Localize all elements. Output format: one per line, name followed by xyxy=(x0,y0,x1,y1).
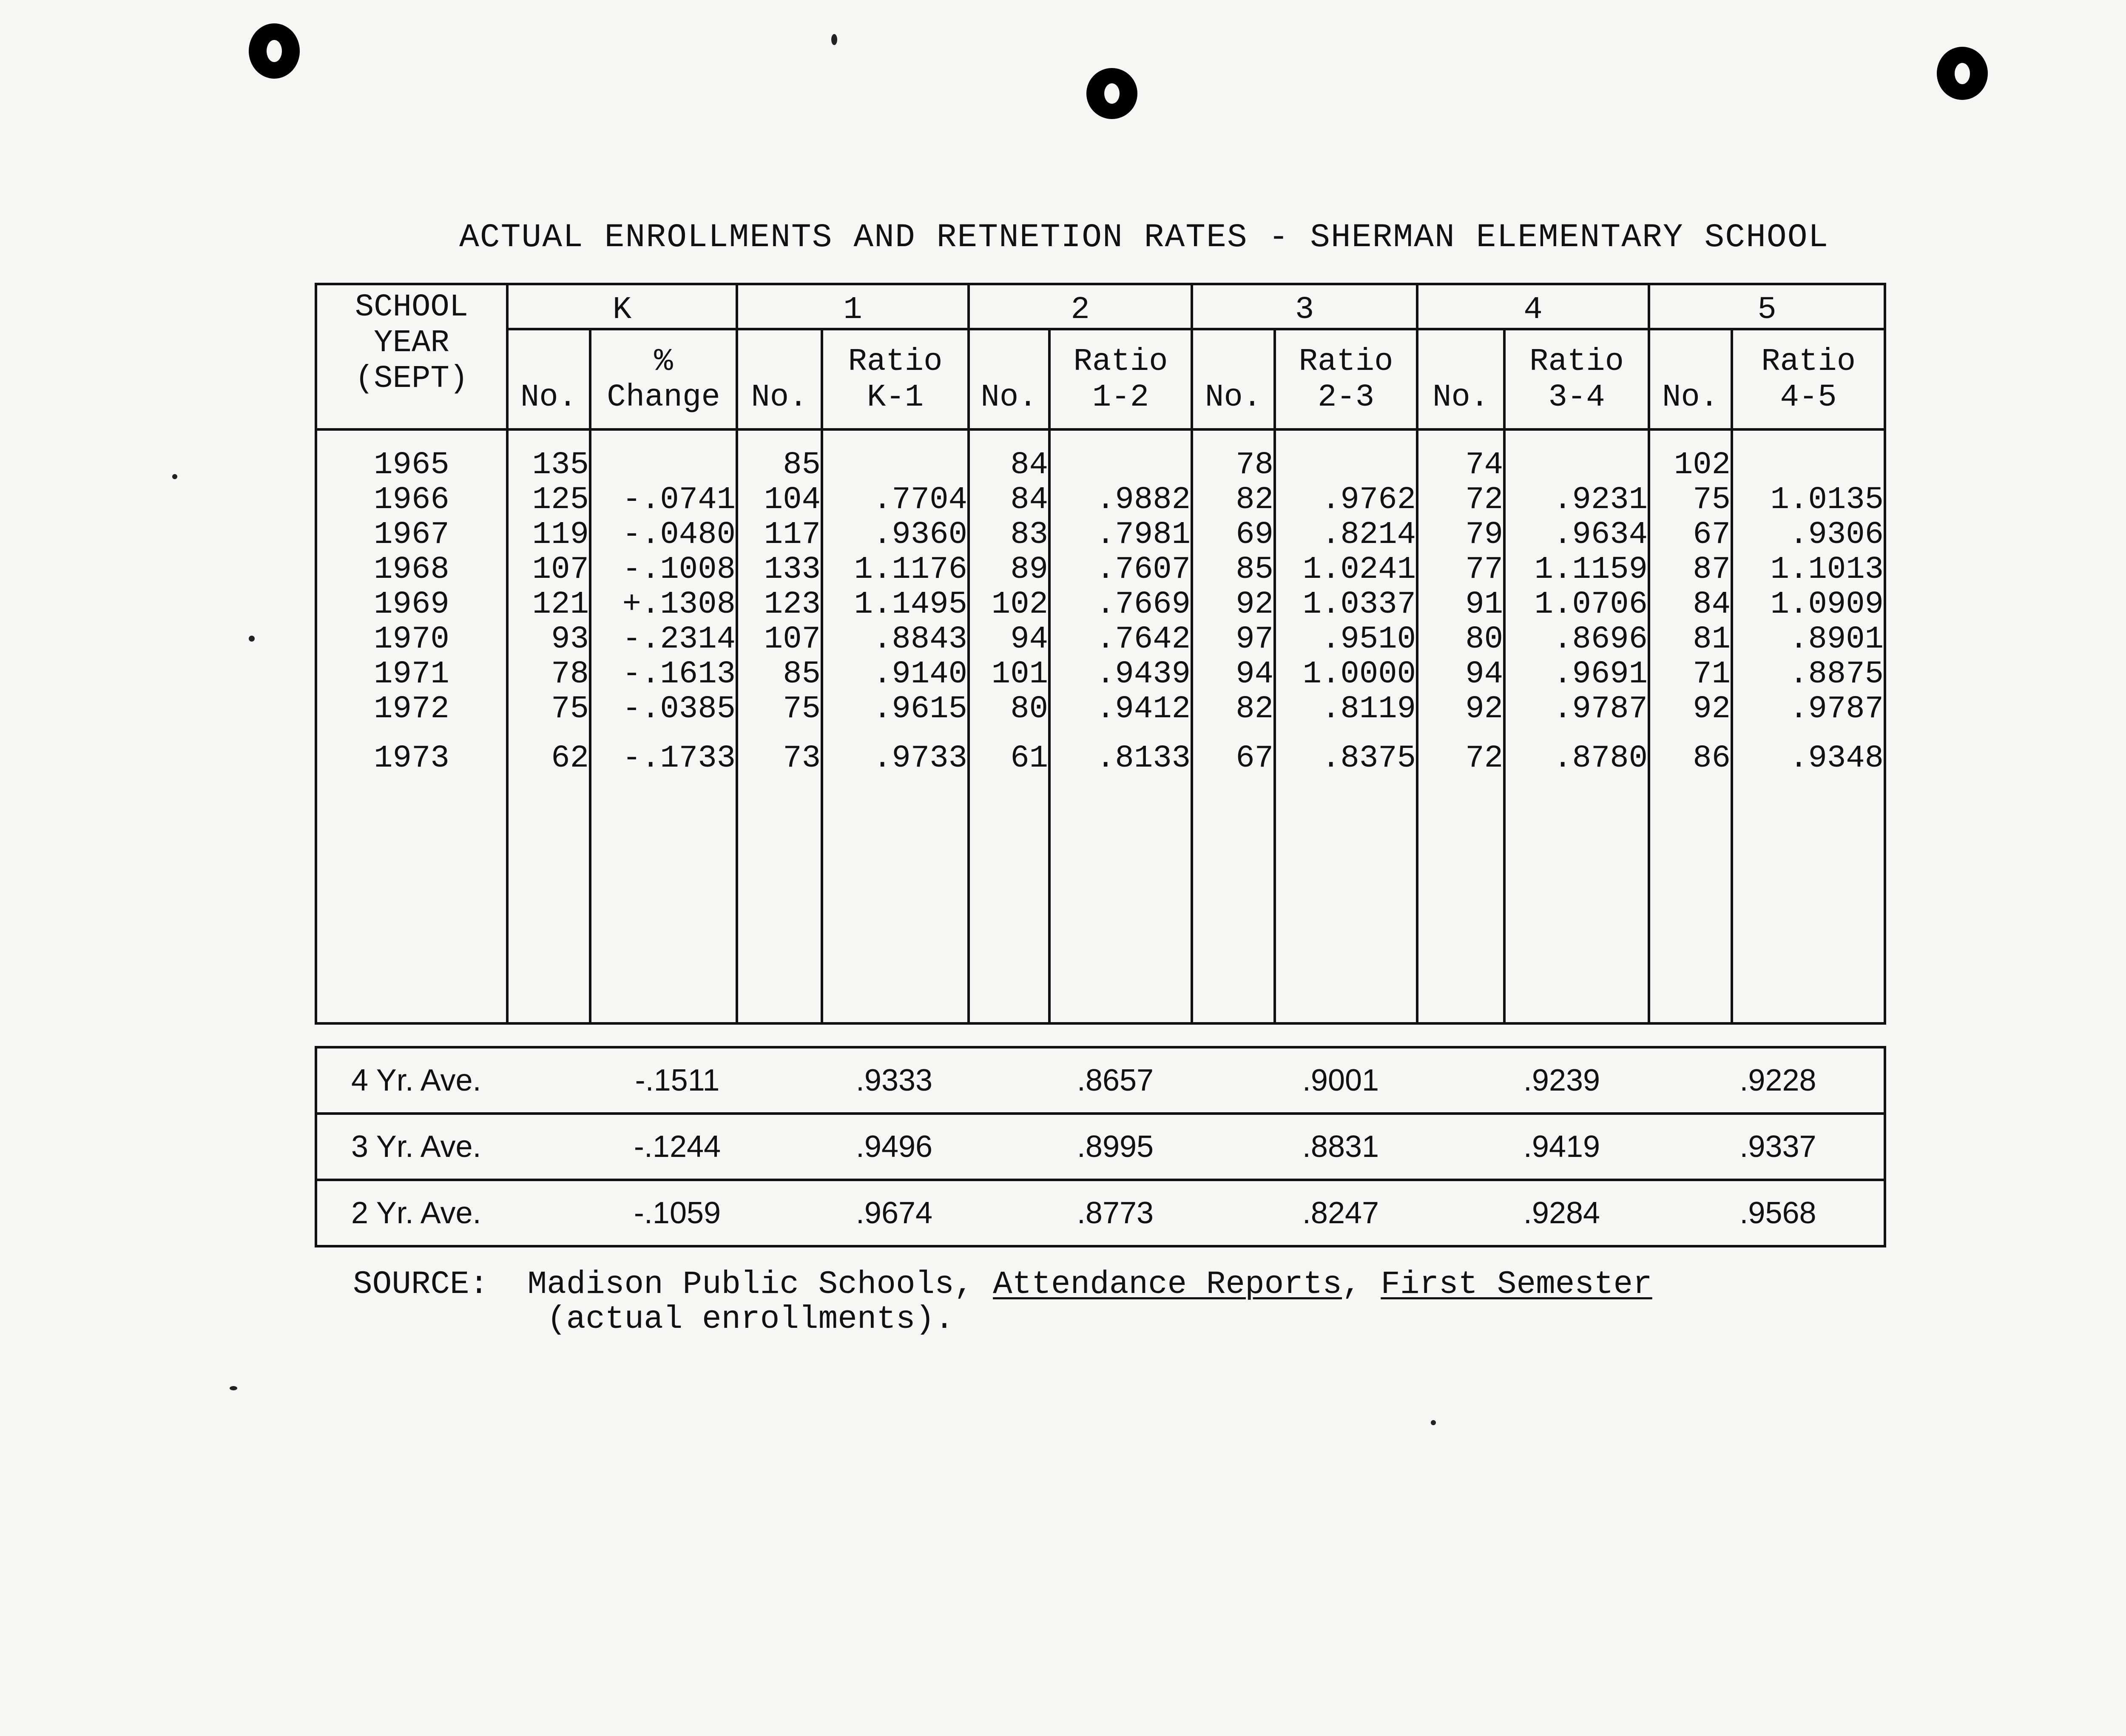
average-value: -.1059 xyxy=(567,1180,788,1246)
table-cell: 85 xyxy=(783,656,821,692)
source-publisher: Madison Public Schools, xyxy=(527,1266,974,1303)
year-cell: 1965 xyxy=(374,447,449,483)
average-value: -.1244 xyxy=(567,1114,788,1180)
table-cell: 75 xyxy=(551,691,589,727)
average-value: .9568 xyxy=(1672,1180,1885,1246)
table-cell: 1.0000 xyxy=(1302,656,1416,692)
table-cell: .9882 xyxy=(1096,482,1191,518)
average-value: .9337 xyxy=(1672,1114,1885,1180)
year-cell: 1968 xyxy=(374,552,449,588)
table-cell: .8875 xyxy=(1789,656,1884,692)
table-cell: 94 xyxy=(1236,656,1274,692)
average-value: .8831 xyxy=(1230,1114,1451,1180)
table-cell: .8901 xyxy=(1789,622,1884,657)
average-value: .9284 xyxy=(1451,1180,1672,1246)
table-cell: 85 xyxy=(783,447,821,483)
table-cell: .7981 xyxy=(1096,517,1191,553)
table-cell: -.1733 xyxy=(622,741,736,776)
g5-no-header: No. xyxy=(1649,329,1732,429)
table-cell: 82 xyxy=(1236,691,1274,727)
table-cell: .7607 xyxy=(1096,552,1191,588)
average-row xyxy=(316,1180,1885,1246)
average-row xyxy=(316,1114,1885,1180)
average-label: 3 Yr. Ave. xyxy=(316,1114,567,1180)
average-value: .8657 xyxy=(1077,1063,1154,1097)
average-row xyxy=(316,1047,1885,1114)
table-cell: 104 xyxy=(764,482,821,518)
speck xyxy=(249,636,255,642)
speck xyxy=(230,1386,237,1390)
table-cell xyxy=(1051,448,1191,483)
data-column xyxy=(1649,429,1732,1023)
table-cell: -.1008 xyxy=(622,552,736,588)
table-cell: 71 xyxy=(1693,656,1731,692)
table-cell: 69 xyxy=(1236,517,1274,553)
table-cell: -.0480 xyxy=(622,517,736,553)
table-cell: .8843 xyxy=(873,622,968,657)
table-cell: .9787 xyxy=(1789,691,1884,727)
data-column xyxy=(969,429,1049,1023)
table-cell: 87 xyxy=(1693,552,1731,588)
table-cell: 123 xyxy=(764,587,821,622)
data-column xyxy=(1192,429,1275,1023)
table-cell: .9439 xyxy=(1096,656,1191,692)
table-cell: 93 xyxy=(551,622,589,657)
table-cell: 119 xyxy=(532,517,589,553)
table-cell: 86 xyxy=(1693,741,1731,776)
table-cell: 77 xyxy=(1465,552,1504,588)
g4-no-header: No. xyxy=(1417,329,1504,429)
table-cell: 101 xyxy=(991,656,1049,692)
data-column xyxy=(822,429,969,1023)
year-cell: 1972 xyxy=(374,691,449,727)
table-cell: .9510 xyxy=(1322,622,1416,657)
table-cell: 89 xyxy=(1010,552,1049,588)
table-cell: .9306 xyxy=(1789,517,1884,553)
year-cell: 1966 xyxy=(374,482,449,518)
ratio-word: Ratio xyxy=(848,344,943,380)
grade-header-4: 4 xyxy=(1417,284,1649,329)
table-cell: 80 xyxy=(1010,691,1049,727)
g3-no-header: No. xyxy=(1192,329,1275,429)
ratio-word: Ratio xyxy=(1299,344,1393,380)
table-cell: .9140 xyxy=(873,656,968,692)
year-cell: 1970 xyxy=(374,622,449,657)
ratio-word: Ratio xyxy=(1073,344,1168,380)
data-column xyxy=(1049,429,1192,1023)
grade-header-3: 3 xyxy=(1192,284,1417,329)
table-cell: 67 xyxy=(1693,517,1731,553)
average-value: .9419 xyxy=(1451,1114,1672,1180)
table-cell: .7704 xyxy=(873,482,968,518)
year-cell: 1967 xyxy=(374,517,449,553)
data-column xyxy=(590,429,737,1023)
table-cell: 84 xyxy=(1693,587,1731,622)
g1-no-header: No. xyxy=(737,329,822,429)
source-report: Attendance Reports xyxy=(993,1266,1342,1303)
table-cell: 85 xyxy=(1236,552,1274,588)
ratio-k1-header xyxy=(822,329,969,429)
table-cell: 82 xyxy=(1236,482,1274,518)
grade-header-1: 1 xyxy=(737,284,969,329)
table-cell: 117 xyxy=(764,517,821,553)
table-cell: .8133 xyxy=(1096,741,1191,776)
table-cell: .8780 xyxy=(1553,741,1648,776)
average-value: .8773 xyxy=(1000,1180,1230,1246)
source-note xyxy=(353,1267,1652,1337)
table-cell: 107 xyxy=(764,622,821,657)
data-column xyxy=(1275,429,1417,1023)
grade-header-5: 5 xyxy=(1649,284,1885,329)
year-column xyxy=(316,429,507,1023)
table-cell: 1.1495 xyxy=(854,587,968,622)
table-cell: 1.0337 xyxy=(1302,587,1416,622)
table-cell: 92 xyxy=(1236,587,1274,622)
table-cell: .9762 xyxy=(1322,482,1416,518)
table-cell: 1.1159 xyxy=(1534,552,1648,588)
data-column xyxy=(737,429,822,1023)
table-cell: 78 xyxy=(1236,447,1274,483)
table-cell: .7669 xyxy=(1096,587,1191,622)
source-comma: , xyxy=(1342,1266,1361,1303)
ratio-range: 2-3 xyxy=(1317,380,1375,415)
table-cell: .9615 xyxy=(873,691,968,727)
speck xyxy=(172,474,177,479)
grade-header-k: K xyxy=(507,284,737,329)
table-cell: 94 xyxy=(1010,622,1049,657)
source-note-text: (actual enrollments). xyxy=(547,1301,954,1338)
table-cell: 72 xyxy=(1465,741,1504,776)
ratio-word: Ratio xyxy=(1761,344,1856,380)
table-cell: +.1308 xyxy=(622,587,736,622)
year-column-header xyxy=(316,284,507,429)
table-cell: 79 xyxy=(1465,517,1504,553)
table-cell: .8375 xyxy=(1322,741,1416,776)
table-cell: 1.0135 xyxy=(1770,482,1884,518)
table-cell xyxy=(1276,448,1416,483)
table-cell: .8696 xyxy=(1553,622,1648,657)
table-cell: 1.0706 xyxy=(1534,587,1648,622)
table-cell: 102 xyxy=(991,587,1049,622)
table-cell: .9412 xyxy=(1096,691,1191,727)
table-cell: 78 xyxy=(551,656,589,692)
year-cell: 1971 xyxy=(374,656,449,692)
table-cell: 75 xyxy=(783,691,821,727)
table-cell: .9231 xyxy=(1553,482,1648,518)
data-column xyxy=(1417,429,1504,1023)
table-cell: 107 xyxy=(532,552,589,588)
table-cell: .9348 xyxy=(1789,741,1884,776)
table-cell: -.1613 xyxy=(622,656,736,692)
source-semester: First Semester xyxy=(1381,1266,1652,1303)
ratio-34-header xyxy=(1504,329,1649,429)
average-value: .9333 xyxy=(856,1063,933,1097)
enrollment-table xyxy=(315,283,1886,1025)
table-cell: 102 xyxy=(1674,447,1731,483)
year-cell: 1969 xyxy=(374,587,449,622)
table-cell: -.2314 xyxy=(622,622,736,657)
year-label-line: SCHOOL xyxy=(355,290,469,325)
table-cell: 67 xyxy=(1236,741,1274,776)
table-cell: -.0385 xyxy=(622,691,736,727)
table-cell: -.0741 xyxy=(622,482,736,518)
speck xyxy=(831,34,837,45)
table-cell: 121 xyxy=(532,587,589,622)
average-label: 4 Yr. Ave. xyxy=(351,1063,481,1097)
g2-no-header: No. xyxy=(969,329,1049,429)
ratio-range: 3-4 xyxy=(1548,380,1605,415)
table-cell: .9691 xyxy=(1553,656,1648,692)
average-value: .8995 xyxy=(1000,1114,1230,1180)
ratio-45-header xyxy=(1732,329,1885,429)
table-cell: 133 xyxy=(764,552,821,588)
average-label: 2 Yr. Ave. xyxy=(316,1180,567,1246)
table-cell xyxy=(1733,448,1884,483)
average-value: .9496 xyxy=(788,1114,1000,1180)
table-cell: 97 xyxy=(1236,622,1274,657)
table-cell: 61 xyxy=(1010,741,1049,776)
table-cell xyxy=(1506,448,1648,483)
year-label-line: YEAR xyxy=(374,325,449,361)
table-cell: 83 xyxy=(1010,517,1049,553)
punch-hole-left xyxy=(249,23,300,79)
ratio-range: K-1 xyxy=(867,380,924,415)
speck xyxy=(1431,1420,1436,1425)
punch-hole-center xyxy=(1086,68,1137,119)
table-cell: 94 xyxy=(1465,656,1504,692)
table-cell: 135 xyxy=(532,447,589,483)
table-cell: .9360 xyxy=(873,517,968,553)
table-cell: .9733 xyxy=(873,741,968,776)
table-cell: 91 xyxy=(1465,587,1504,622)
table-cell: 125 xyxy=(532,482,589,518)
k-no-header: No. xyxy=(507,329,590,429)
data-column xyxy=(1504,429,1649,1023)
table-cell: 1.0241 xyxy=(1302,552,1416,588)
k-change-header xyxy=(590,329,737,429)
table-cell xyxy=(591,448,736,483)
average-value: .9228 xyxy=(1739,1063,1816,1097)
table-cell: 92 xyxy=(1693,691,1731,727)
year-label-line: (SEPT) xyxy=(355,361,469,397)
table-cell: 73 xyxy=(783,741,821,776)
averages-table xyxy=(315,1046,1886,1247)
table-cell: .8214 xyxy=(1322,517,1416,553)
table-cell: 1.1176 xyxy=(854,552,968,588)
table-cell: 81 xyxy=(1693,622,1731,657)
data-column xyxy=(507,429,590,1023)
table-cell: 75 xyxy=(1693,482,1731,518)
table-cell: 80 xyxy=(1465,622,1504,657)
percent-sign: % xyxy=(654,344,673,380)
year-cell: 1973 xyxy=(374,741,449,776)
table-cell: 74 xyxy=(1465,447,1504,483)
table-cell: .7642 xyxy=(1096,622,1191,657)
table-cell: 84 xyxy=(1010,482,1049,518)
punch-hole-right xyxy=(1937,47,1988,100)
source-label: SOURCE: xyxy=(353,1266,489,1303)
ratio-12-header xyxy=(1049,329,1192,429)
ratio-word: Ratio xyxy=(1529,344,1624,380)
table-cell: .9787 xyxy=(1553,691,1648,727)
table-cell: 72 xyxy=(1465,482,1504,518)
table-cell xyxy=(823,448,967,483)
average-value: .9239 xyxy=(1523,1063,1600,1097)
ratio-23-header xyxy=(1275,329,1417,429)
table-cell: 92 xyxy=(1465,691,1504,727)
table-cell: 1.1013 xyxy=(1770,552,1884,588)
average-value: -.1511 xyxy=(635,1063,720,1097)
table-cell: 62 xyxy=(551,741,589,776)
average-value: .8247 xyxy=(1230,1180,1451,1246)
change-label: Change xyxy=(607,380,720,415)
data-column xyxy=(1732,429,1885,1023)
average-value: .9674 xyxy=(788,1180,1000,1246)
average-value: .9001 xyxy=(1302,1063,1379,1097)
table-cell: 1.0909 xyxy=(1770,587,1884,622)
page-title: ACTUAL ENROLLMENTS AND RETNETION RATES - SHERMAN ELEMENTARY SCHOOL xyxy=(459,219,1829,256)
ratio-range: 4-5 xyxy=(1780,380,1837,415)
table-cell: .9634 xyxy=(1553,517,1648,553)
ratio-range: 1-2 xyxy=(1092,380,1149,415)
grade-header-2: 2 xyxy=(969,284,1192,329)
table-cell: 84 xyxy=(1010,447,1049,483)
table-cell: .8119 xyxy=(1322,691,1416,727)
